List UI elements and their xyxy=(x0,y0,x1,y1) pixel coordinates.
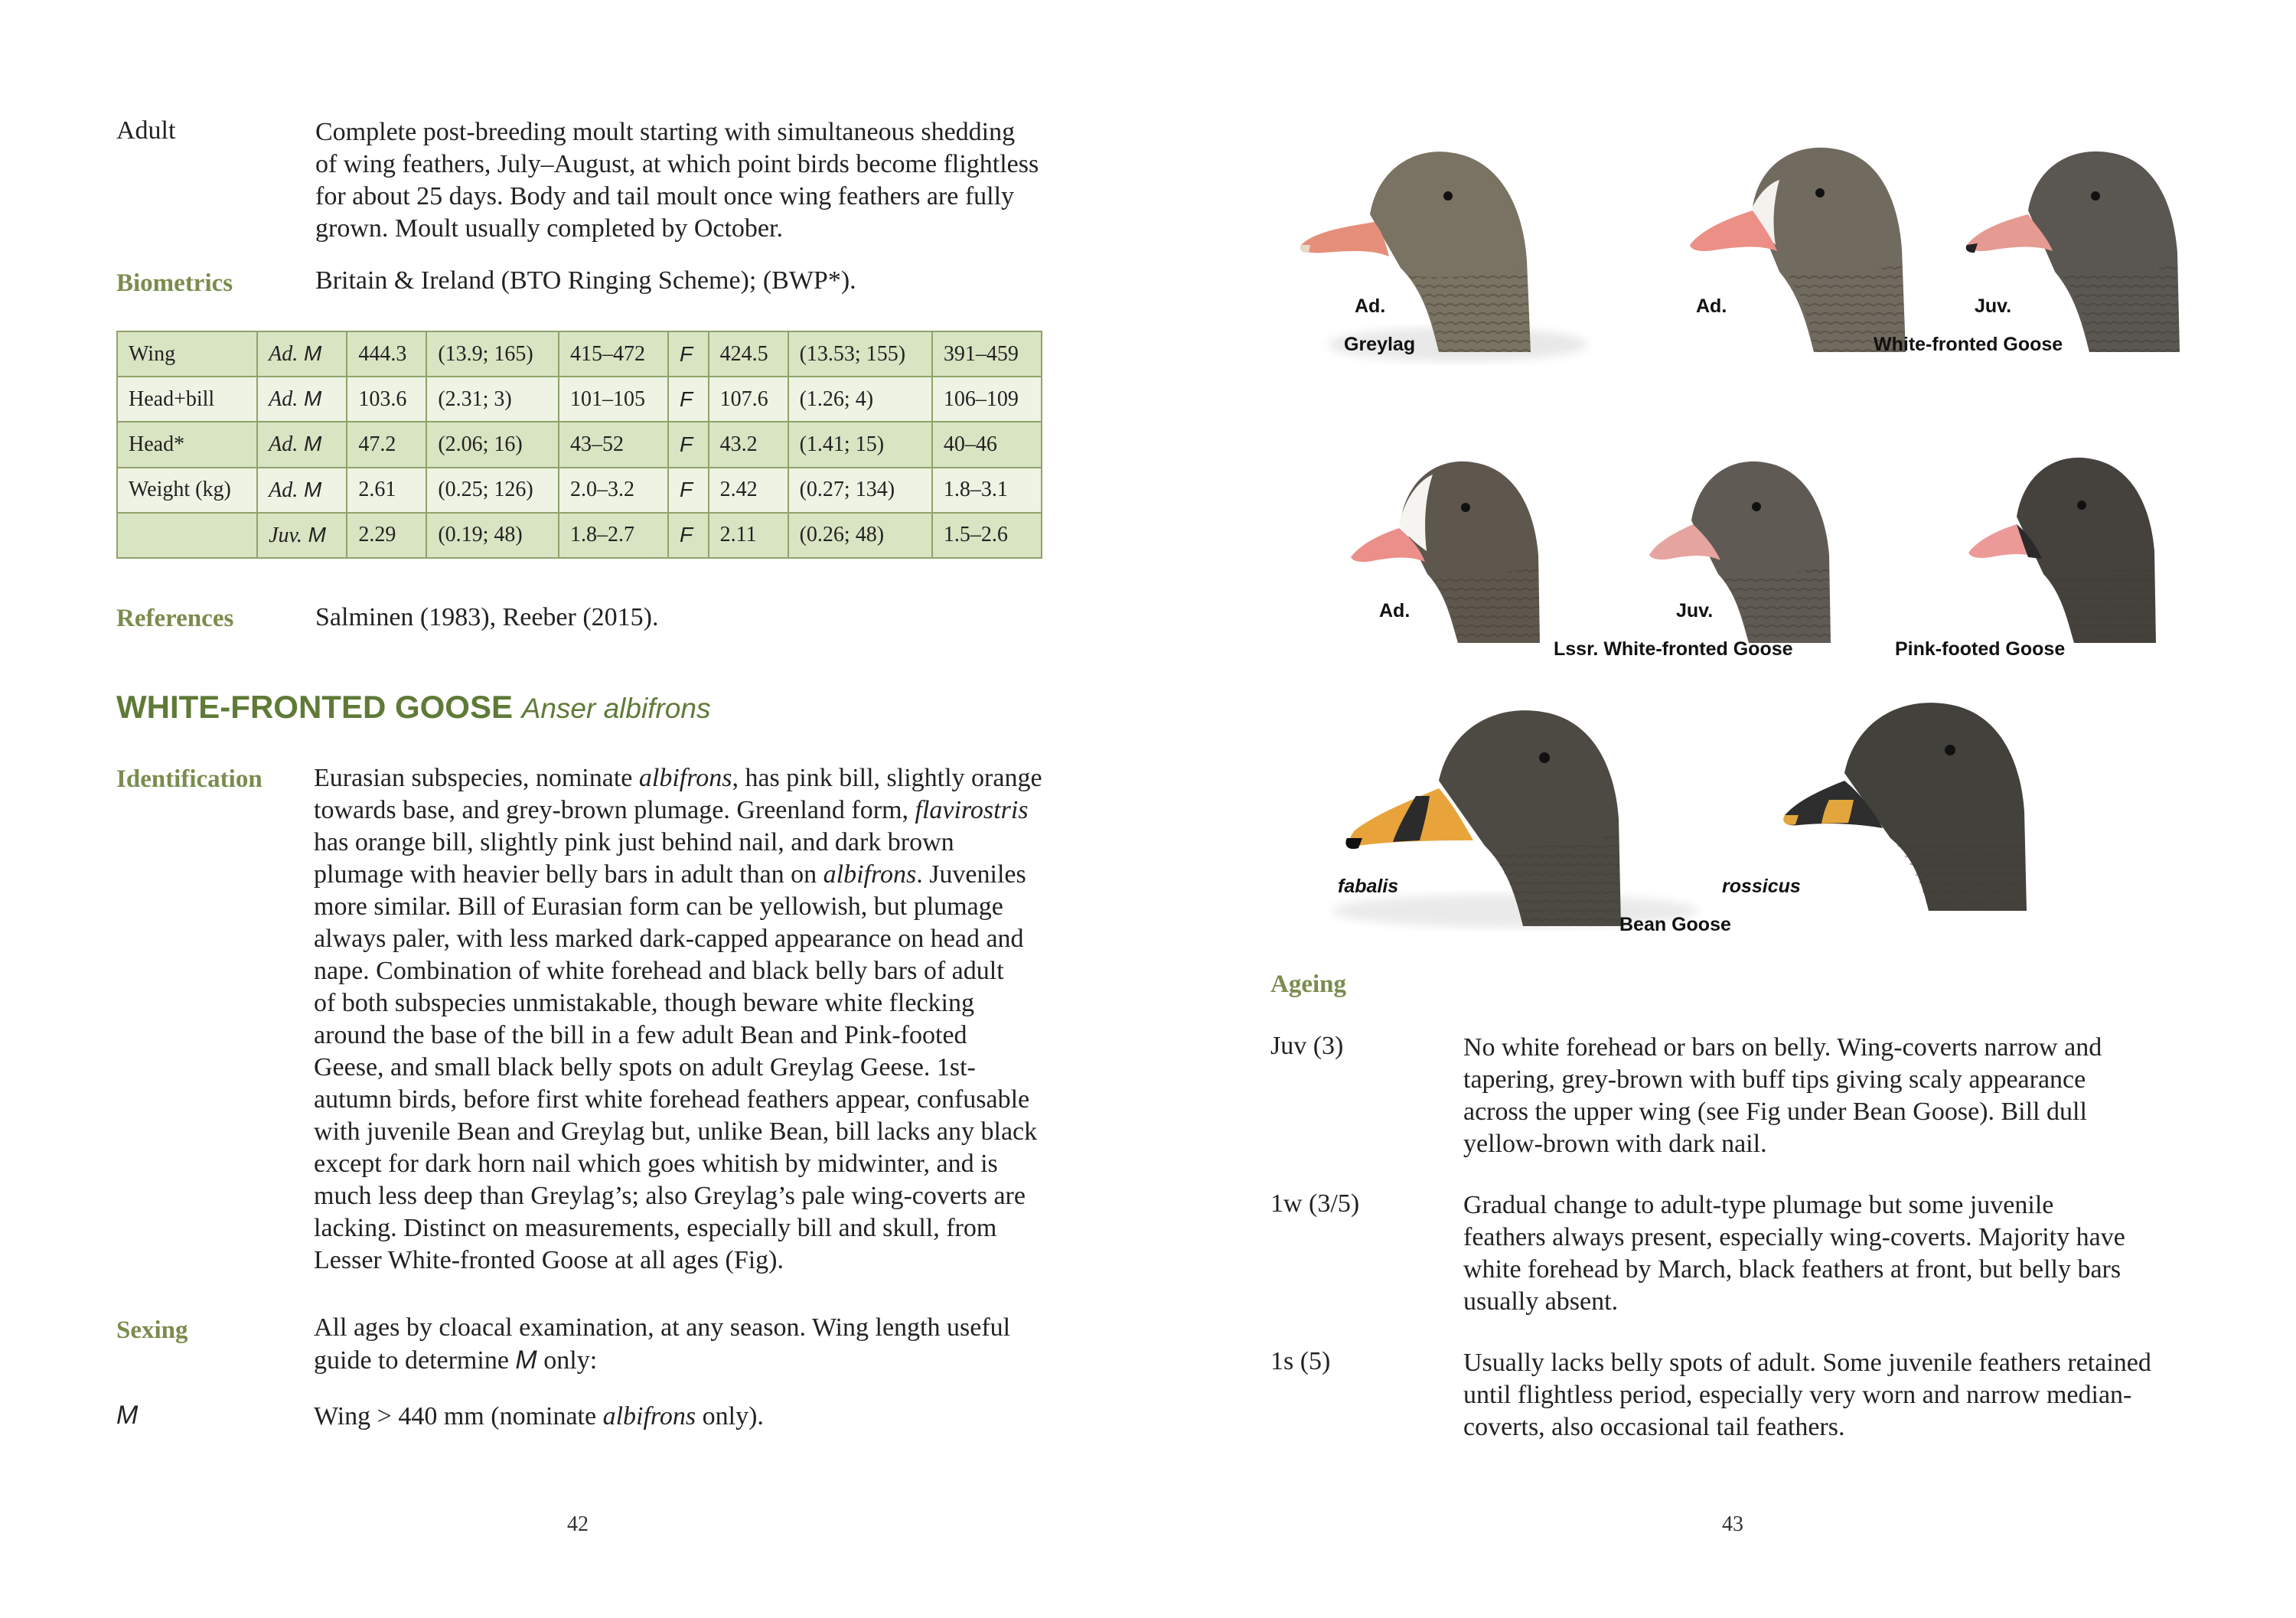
biometrics-cell: 2.11 xyxy=(709,513,788,558)
biometrics-cell xyxy=(257,422,347,467)
biometrics-cell xyxy=(257,377,347,422)
biometrics-cell: 106–109 xyxy=(932,377,1042,422)
ageing-age-1s: 1s (5) xyxy=(1270,1347,1331,1375)
adult-line: for about 25 days. Body and tail moult once wing feathers are fully xyxy=(315,182,1015,210)
age-class: Ad. xyxy=(269,478,298,502)
label-wf-name: White-fronted Goose xyxy=(1874,334,2063,355)
ageing-text-juv xyxy=(1463,1032,2102,1160)
white-fronted-adult-head-illustration xyxy=(1690,148,1906,352)
biometrics-cell: (1.26; 4) xyxy=(788,377,932,422)
identification-line: around the base of the bill in a few adult Bean and Pink-footed xyxy=(314,1021,967,1049)
biometrics-cell xyxy=(117,513,257,558)
biometrics-row xyxy=(117,331,1042,377)
biometrics-cell: 391–459 xyxy=(932,331,1042,377)
biometrics-cell: 2.61 xyxy=(347,468,426,513)
page-number-left: 42 xyxy=(567,1512,589,1536)
identification-line: always paler, with less marked dark-capped appearance on head and xyxy=(314,925,1024,953)
sex-symbol: M xyxy=(302,522,327,546)
male-rule-label: M xyxy=(116,1401,139,1430)
identification-label: Identification xyxy=(116,765,263,793)
page-number-right: 43 xyxy=(1722,1512,1743,1536)
ageing-label: Ageing xyxy=(1270,970,1346,998)
biometrics-cell: F xyxy=(668,513,709,558)
label-bean-rossicus: rossicus xyxy=(1722,876,1801,897)
biometrics-cell: 103.6 xyxy=(347,377,426,422)
adult-line: grown. Moult usually completed by October. xyxy=(315,214,783,243)
label-greylag-age: Ad. xyxy=(1355,295,1386,317)
identification-line: with juvenile Bean and Greylag but, unlike Bean, bill lacks any black xyxy=(314,1117,1038,1146)
label-lwf-name: Lssr. White-fronted Goose xyxy=(1554,638,1793,660)
ageing-line: feathers always present, especially wing-coverts. Majority have xyxy=(1463,1223,2125,1251)
ageing-text-1w xyxy=(1463,1189,2125,1318)
biometrics-label: Biometrics xyxy=(116,269,233,297)
greylag-head-illustration xyxy=(1300,152,1588,361)
identification-line: except for dark horn nail which goes whitish by midwinter, and is xyxy=(314,1150,998,1178)
biometrics-cell: (13.53; 155) xyxy=(788,331,932,377)
adult-line: of wing feathers, July–August, at which point birds become flightless xyxy=(315,150,1039,178)
identification-line: Lesser White-fronted Goose at all ages (Fig). xyxy=(314,1246,784,1274)
age-class: Ad. xyxy=(269,432,298,457)
identification-line: towards base, and grey-brown plumage. Greenland form, flavirostris xyxy=(314,796,1029,824)
identification-line: much less deep than Greylag’s; also Greylag’s pale wing-coverts are xyxy=(314,1182,1026,1210)
age-class: Ad. xyxy=(269,387,298,412)
sexing-label: Sexing xyxy=(116,1316,188,1344)
male-rule-italic: albifrons xyxy=(602,1402,696,1430)
sexing-line2-post: only: xyxy=(536,1346,598,1375)
label-greylag-name: Greylag xyxy=(1344,334,1416,355)
goose-heads-figure xyxy=(1263,115,2258,941)
ageing-text-1s xyxy=(1463,1347,2151,1443)
label-bean-name: Bean Goose xyxy=(1619,914,1731,935)
label-bean-fabalis: fabalis xyxy=(1338,876,1399,897)
identification-line: Eurasian subspecies, nominate albifrons, has pink bill, slightly orange xyxy=(314,764,1042,792)
identification-line: nape. Combination of white forehead and black belly bars of adult xyxy=(314,957,1004,985)
biometrics-row xyxy=(117,468,1042,513)
biometrics-cell: 2.29 xyxy=(347,513,426,558)
references-label: References xyxy=(116,605,234,632)
sexing-text xyxy=(314,1312,1010,1377)
biometrics-cell xyxy=(257,513,347,558)
biometrics-cell: (13.9; 165) xyxy=(426,331,559,377)
male-rule-post: only). xyxy=(696,1402,764,1430)
ageing-line: white forehead by March, black feathers at front, but belly bars xyxy=(1463,1255,2122,1284)
identification-line: more similar. Bill of Eurasian form can be yellowish, but plumage xyxy=(314,892,1003,921)
ageing-line: Usually lacks belly spots of adult. Some juvenile feathers retained xyxy=(1463,1349,2151,1377)
label-pf-name: Pink-footed Goose xyxy=(1895,638,2066,660)
identification-line: of both subspecies unmistakable, though beware white flecking xyxy=(314,989,974,1017)
white-fronted-juvenile-head-illustration xyxy=(1966,152,2180,352)
sexing-line xyxy=(314,1344,1010,1377)
bean-rossicus-head-illustration xyxy=(1783,703,2027,911)
biometrics-cell: 1.8–3.1 xyxy=(932,468,1042,513)
biometrics-cell: F xyxy=(668,331,709,377)
biometrics-cell: 1.8–2.7 xyxy=(559,513,668,558)
biometrics-cell: (0.26; 48) xyxy=(788,513,932,558)
adult-line: Complete post-breeding moult starting with simultaneous shedding xyxy=(315,118,1016,146)
biometrics-cell: (0.25; 126) xyxy=(426,468,559,513)
biometrics-cell: 444.3 xyxy=(347,331,426,377)
biometrics-cell xyxy=(257,468,347,513)
adult-label: Adult xyxy=(116,116,176,145)
biometrics-cell: 43.2 xyxy=(709,422,788,467)
biometrics-cell: 107.6 xyxy=(709,377,788,422)
identification-line: plumage with heavier belly bars in adult than on albifrons. Juveniles xyxy=(314,860,1026,889)
biometrics-cell: Head* xyxy=(117,422,257,467)
biometrics-cell: 424.5 xyxy=(709,331,788,377)
adult-moult-text xyxy=(315,116,1039,245)
biometrics-cell: (2.31; 3) xyxy=(426,377,559,422)
biometrics-row xyxy=(117,377,1042,422)
species-heading xyxy=(116,689,710,726)
sex-symbol: M xyxy=(298,341,322,366)
label-wf-adult: Ad. xyxy=(1696,295,1727,317)
ageing-line: coverts, also occasional tail feathers. xyxy=(1463,1413,1845,1441)
biometrics-cell: 2.42 xyxy=(709,468,788,513)
ageing-line: Gradual change to adult-type plumage but some juvenile xyxy=(1463,1191,2054,1219)
biometrics-cell xyxy=(257,331,347,377)
biometrics-cell: (1.41; 15) xyxy=(788,422,932,467)
ageing-line: No white forehead or bars on belly. Wing-coverts narrow and xyxy=(1463,1033,2102,1062)
sex-symbol: M xyxy=(298,432,322,456)
biometrics-cell: 2.0–3.2 xyxy=(559,468,668,513)
male-rule-pre: Wing > 440 mm (nominate xyxy=(314,1402,603,1430)
ageing-line: across the upper wing (see Fig under Bean Goose). Bill dull xyxy=(1463,1098,2087,1126)
biometrics-text: Britain & Ireland (BTO Ringing Scheme); (BWP*). xyxy=(315,266,856,295)
label-lwf-adult: Ad. xyxy=(1379,600,1411,621)
biometrics-cell: F xyxy=(668,422,709,467)
biometrics-cell: F xyxy=(668,468,709,513)
identification-line: Geese, and small black belly spots on adult Greylag Geese. 1st- xyxy=(314,1053,976,1081)
biometrics-cell: Wing xyxy=(117,331,257,377)
biometrics-cell: Head+bill xyxy=(117,377,257,422)
biometrics-cell: 43–52 xyxy=(559,422,668,467)
male-rule-text xyxy=(314,1401,764,1433)
references-text: Salminen (1983), Reeber (2015). xyxy=(315,603,659,631)
identification-text xyxy=(314,762,1042,1277)
pink-footed-head-illustration xyxy=(1968,458,2156,643)
ageing-line: yellow-brown with dark nail. xyxy=(1463,1130,1767,1158)
identification-line: autumn birds, before first white forehead feathers appear, confusable xyxy=(314,1085,1030,1114)
ageing-line: tapering, grey-brown with buff tips giving scaly appearance xyxy=(1463,1065,2086,1094)
identification-line: has orange bill, slightly pink just behind nail, and dark brown xyxy=(314,828,954,856)
biometrics-cell: (2.06; 16) xyxy=(426,422,559,467)
biometrics-row xyxy=(117,513,1042,558)
age-class: Juv. xyxy=(269,523,302,547)
ageing-line: usually absent. xyxy=(1463,1287,1619,1316)
biometrics-cell: 40–46 xyxy=(932,422,1042,467)
biometrics-cell: (0.19; 48) xyxy=(426,513,559,558)
label-wf-juvenile: Juv. xyxy=(1975,295,2012,317)
ageing-age-1w: 1w (3/5) xyxy=(1270,1189,1360,1218)
identification-line: lacking. Distinct on measurements, especially bill and skull, from xyxy=(314,1214,997,1242)
ageing-line: until flightless period, especially very worn and narrow median- xyxy=(1463,1381,2132,1409)
male-symbol: M xyxy=(515,1346,537,1375)
sex-symbol: M xyxy=(298,477,322,501)
biometrics-cell: (0.27; 134) xyxy=(788,468,932,513)
sexing-line2-pre: guide to determine xyxy=(314,1346,516,1375)
biometrics-cell: 1.5–2.6 xyxy=(932,513,1042,558)
sexing-line: All ages by cloacal examination, at any season. Wing length useful xyxy=(314,1313,1011,1342)
sex-symbol: M xyxy=(298,387,322,411)
ageing-age-juv: Juv (3) xyxy=(1270,1032,1344,1060)
biometrics-row xyxy=(117,422,1042,467)
biometrics-cell: F xyxy=(668,377,709,422)
biometrics-cell: 47.2 xyxy=(347,422,426,467)
biometrics-cell: Weight (kg) xyxy=(117,468,257,513)
age-class: Ad. xyxy=(269,342,298,367)
species-name: WHITE-FRONTED GOOSE xyxy=(116,689,513,725)
biometrics-cell: 101–105 xyxy=(559,377,668,422)
label-lwf-juvenile: Juv. xyxy=(1676,600,1714,621)
biometrics-table xyxy=(116,331,1042,559)
species-latin: Anser albifrons xyxy=(521,693,711,724)
biometrics-cell: 415–472 xyxy=(559,331,668,377)
